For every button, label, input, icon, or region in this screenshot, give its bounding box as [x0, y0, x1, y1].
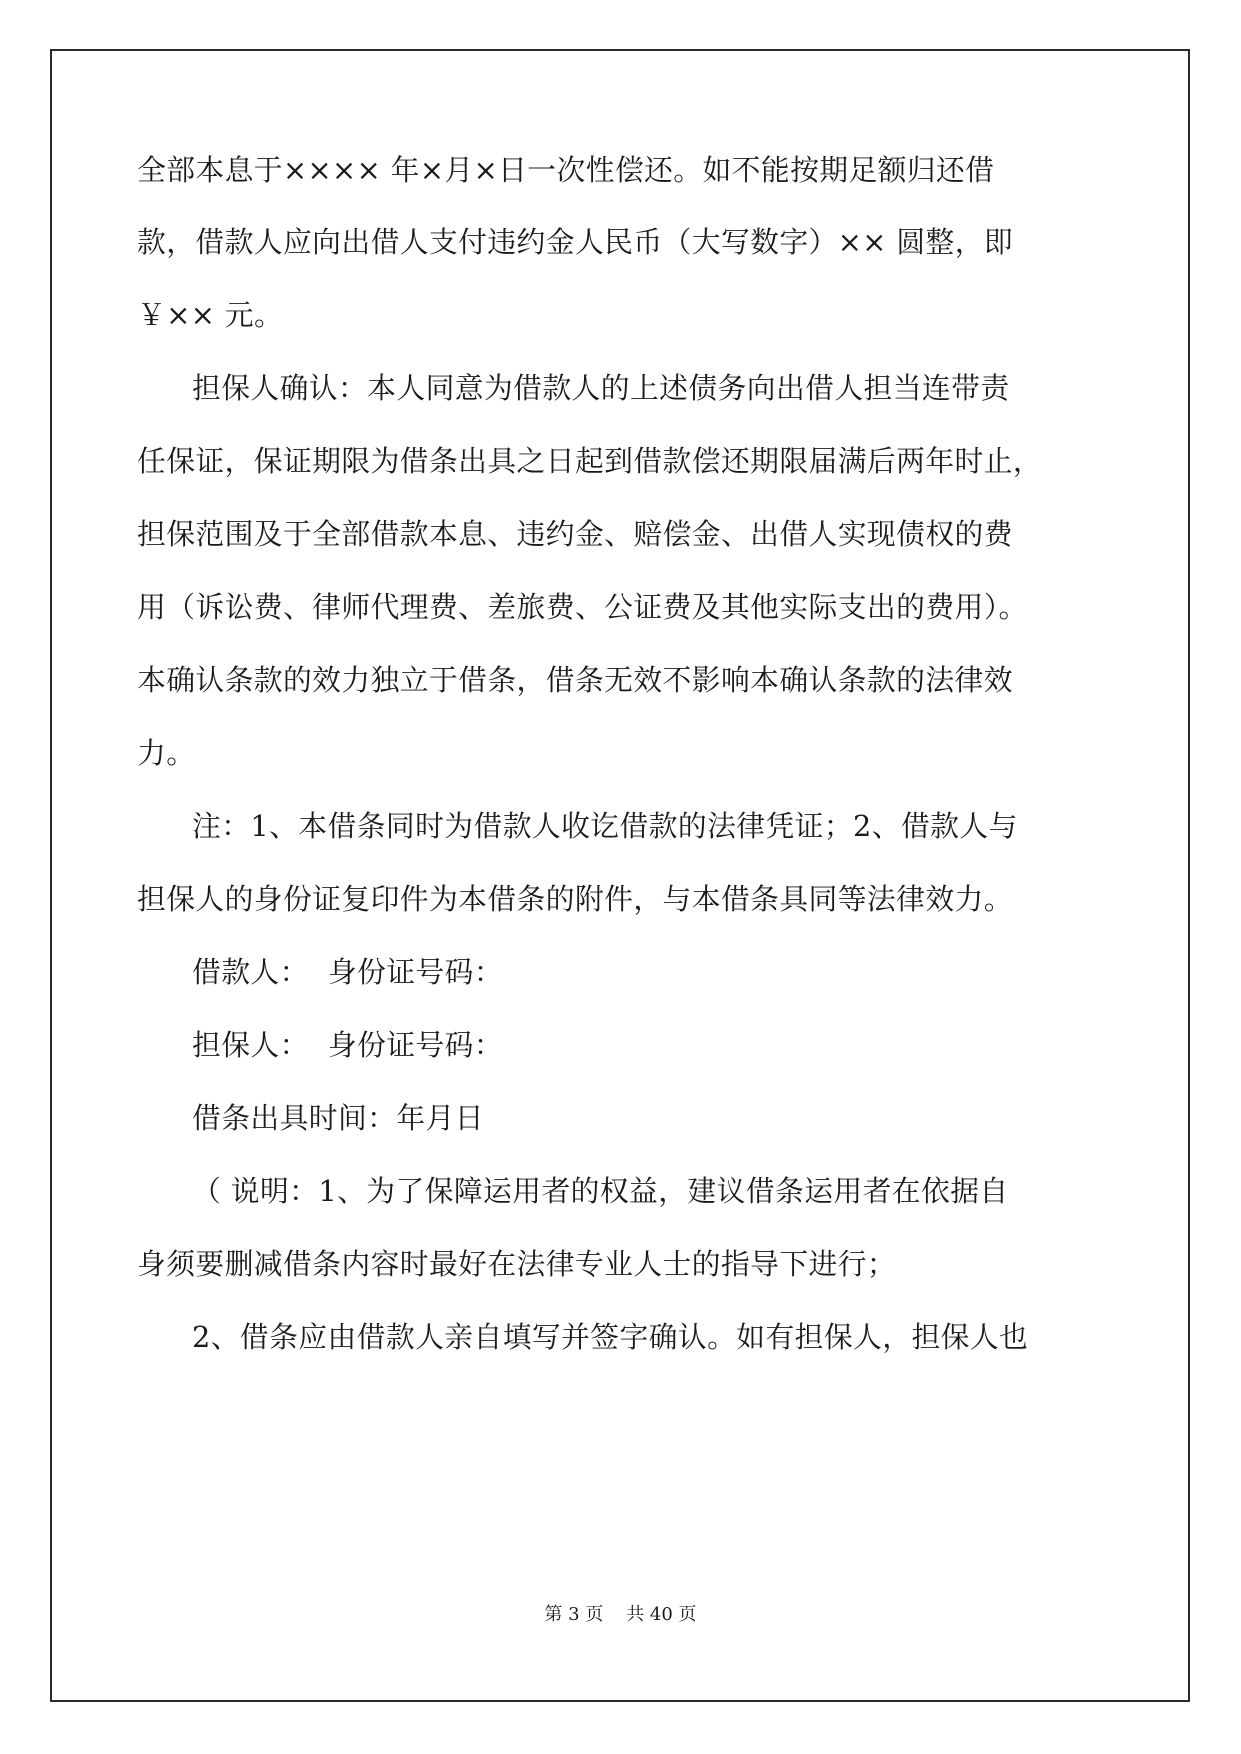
text-line: 担保人： 身份证号码：: [192, 1028, 504, 1062]
text-line: 本确认条款的效力独立于借条，借条无效不影响本确认条款的法律效: [137, 663, 1013, 697]
text-line: （ 说明：1、为了保障运用者的权益，建议借条运用者在依据自: [192, 1174, 1009, 1208]
text-line: 2、借条应由借款人亲自填写并签字确认。如有担保人，担保人也: [192, 1320, 1029, 1354]
text-line: 担保范围及于全部借款本息、违约金、赔偿金、出借人实现债权的费: [137, 517, 1013, 551]
text-line: ￥×× 元。: [137, 298, 284, 332]
text-line: 全部本息于×××× 年×月×日一次性偿还。如不能按期足额归还借: [137, 153, 995, 187]
text-line: 借条出具时间：年月日: [192, 1101, 484, 1135]
page-number-footer: 第 3 页 共 40 页: [544, 1604, 697, 1625]
text-line: 担保人确认：本人同意为借款人的上述债务向出借人担当连带责: [192, 371, 1010, 405]
text-line: 身须要删减借条内容时最好在法律专业人士的指导下进行；: [137, 1247, 897, 1281]
text-line: 注：1、本借条同时为借款人收讫借款的法律凭证；2、借款人与: [192, 809, 1018, 843]
text-line: 款，借款人应向出借人支付违约金人民币（大写数字）×× 圆整，即: [137, 225, 1014, 259]
text-line: 用（诉讼费、律师代理费、差旅费、公证费及其他实际支出的费用）。: [137, 590, 1028, 624]
text-line: 任保证，保证期限为借条出具之日起到借款偿还期限届满后两年时止，: [137, 444, 1043, 478]
text-line: 力。: [137, 736, 196, 770]
text-line: 借款人： 身份证号码：: [192, 955, 504, 989]
text-line: 担保人的身份证复印件为本借条的附件，与本借条具同等法律效力。: [137, 882, 1013, 916]
